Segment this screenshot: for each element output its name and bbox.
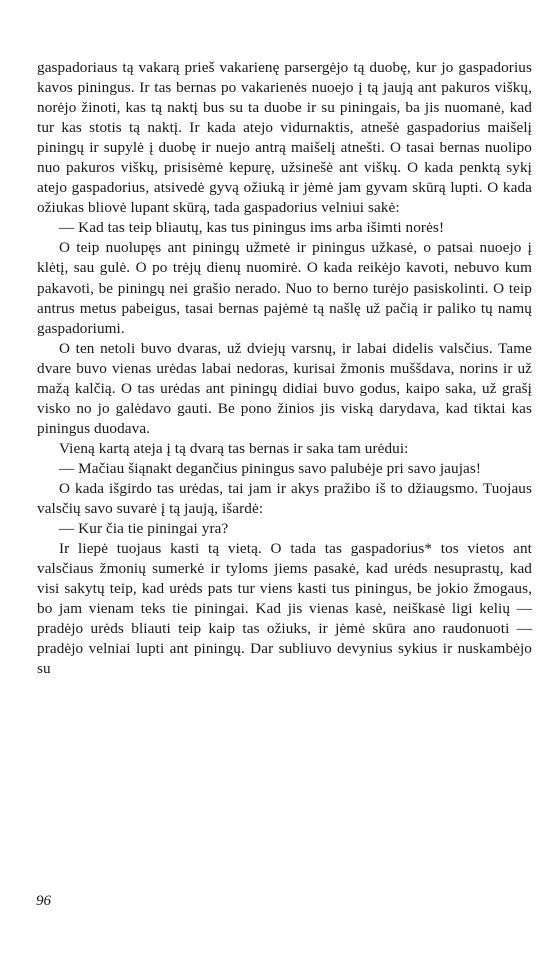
- paragraph-7: O kada išgirdo tas urėdas, tai jam ir akys pražibo iš to džiaugsmo. Tuojaus valsčių savo suvarė į tą jaują, išardė:: [37, 479, 532, 518]
- paragraph-9: Ir liepė tuojaus kasti tą vietą. O tada tas gaspadorius* tos vietos ant valsčiaus žmonių sumerkė ir tyloms jiems pasakė, kad urėds nesuprastų, kad visi sakytų teip, kad urėds pats tur viens kasti tus piningus, be jokio žmogaus, bo jam vienam teks tie piningai. Kad jis vienas kasė, neiškasė ligi kelių — pradėjo urėds bliauti teip kaip tas ožiuks, ir jėmė skūra ano raudonuoti — pradėjo velniai lupti ant piningų. Dar subliuvo devynius sykius ir nuskambėjo su: [37, 540, 532, 678]
- paragraph-8: — Kur čia tie piningai yra?: [59, 520, 229, 538]
- paragraph-6: — Mačiau šiąnakt degančius piningus savo palubėje pri savo jaujas!: [59, 459, 482, 477]
- paragraph-4: O ten netoli buvo dvaras, už dviejų varsnų, ir labai didelis valsčius. Tame dvare buvo vienas urėdas labai nedoras, kurisai žmonis muššdava, norins ir už mažą kalčią. O tas urėdas ant piningų didiai buvo godus, kaipo saka, už grašį visko no jo galėdavo gauti. Be pono žinios jis viską darydava, kad tiktai kas piningus duodava.: [37, 339, 532, 437]
- paragraph-5: Vieną kartą ateja į tą dvarą tas bernas ir saka tam urėdui:: [59, 439, 409, 457]
- paragraph-2: — Kad tas teip bliautų, kas tus piningus ims arba išimti norės!: [59, 219, 445, 237]
- paragraph-3: O teip nuolupęs ant piningų užmetė ir piningus užkasė, o patsai nuoejo į klėtį, sau gulė. O po trėjų dienų nuomirė. O kada reikėjo kavoti, nebuvo kum pakavoti, be piningų nei grašio nerado. Nuo to berno turėjo pasiskolinti. O teip antrus metus pabeigus, tasai bernas pajėmė tą našlę už pačią ir paliko tų namų gaspadoriumi.: [37, 239, 532, 337]
- page-number: 96: [36, 893, 51, 909]
- paragraph-1: gaspadoriaus tą vakarą prieš vakarienę parsergėjo tą duobę, kur jo gaspadorius kavos piningus. Ir tas bernas po vakarienės nuoejo į tą jaują ant pakuros viškų, norėjo žinoti, kas tą naktį bus su ta duobe ir su piningais, ba jis nuomanė, kad tur kas stotis tą naktį. Ir kada atejo vidurnaktis, atnešė gaspadorius maišelį piningų ir supylė į duobę ir nuejo antrą maišelį atnešti. O tasai bernas nuolipo nuo pakuros viškų, prisisėmė kepurę, užsinešė ant viškų. O kada penktą sykį atejo gaspadorius, atsivedė gyvą ožiuką ir jėmė jam gyvam skūrą lupti. O kada ožiukas bliovė lupant skūrą, tada gaspadorius velniui sakė:: [37, 59, 532, 217]
- page-text: [37, 58, 532, 679]
